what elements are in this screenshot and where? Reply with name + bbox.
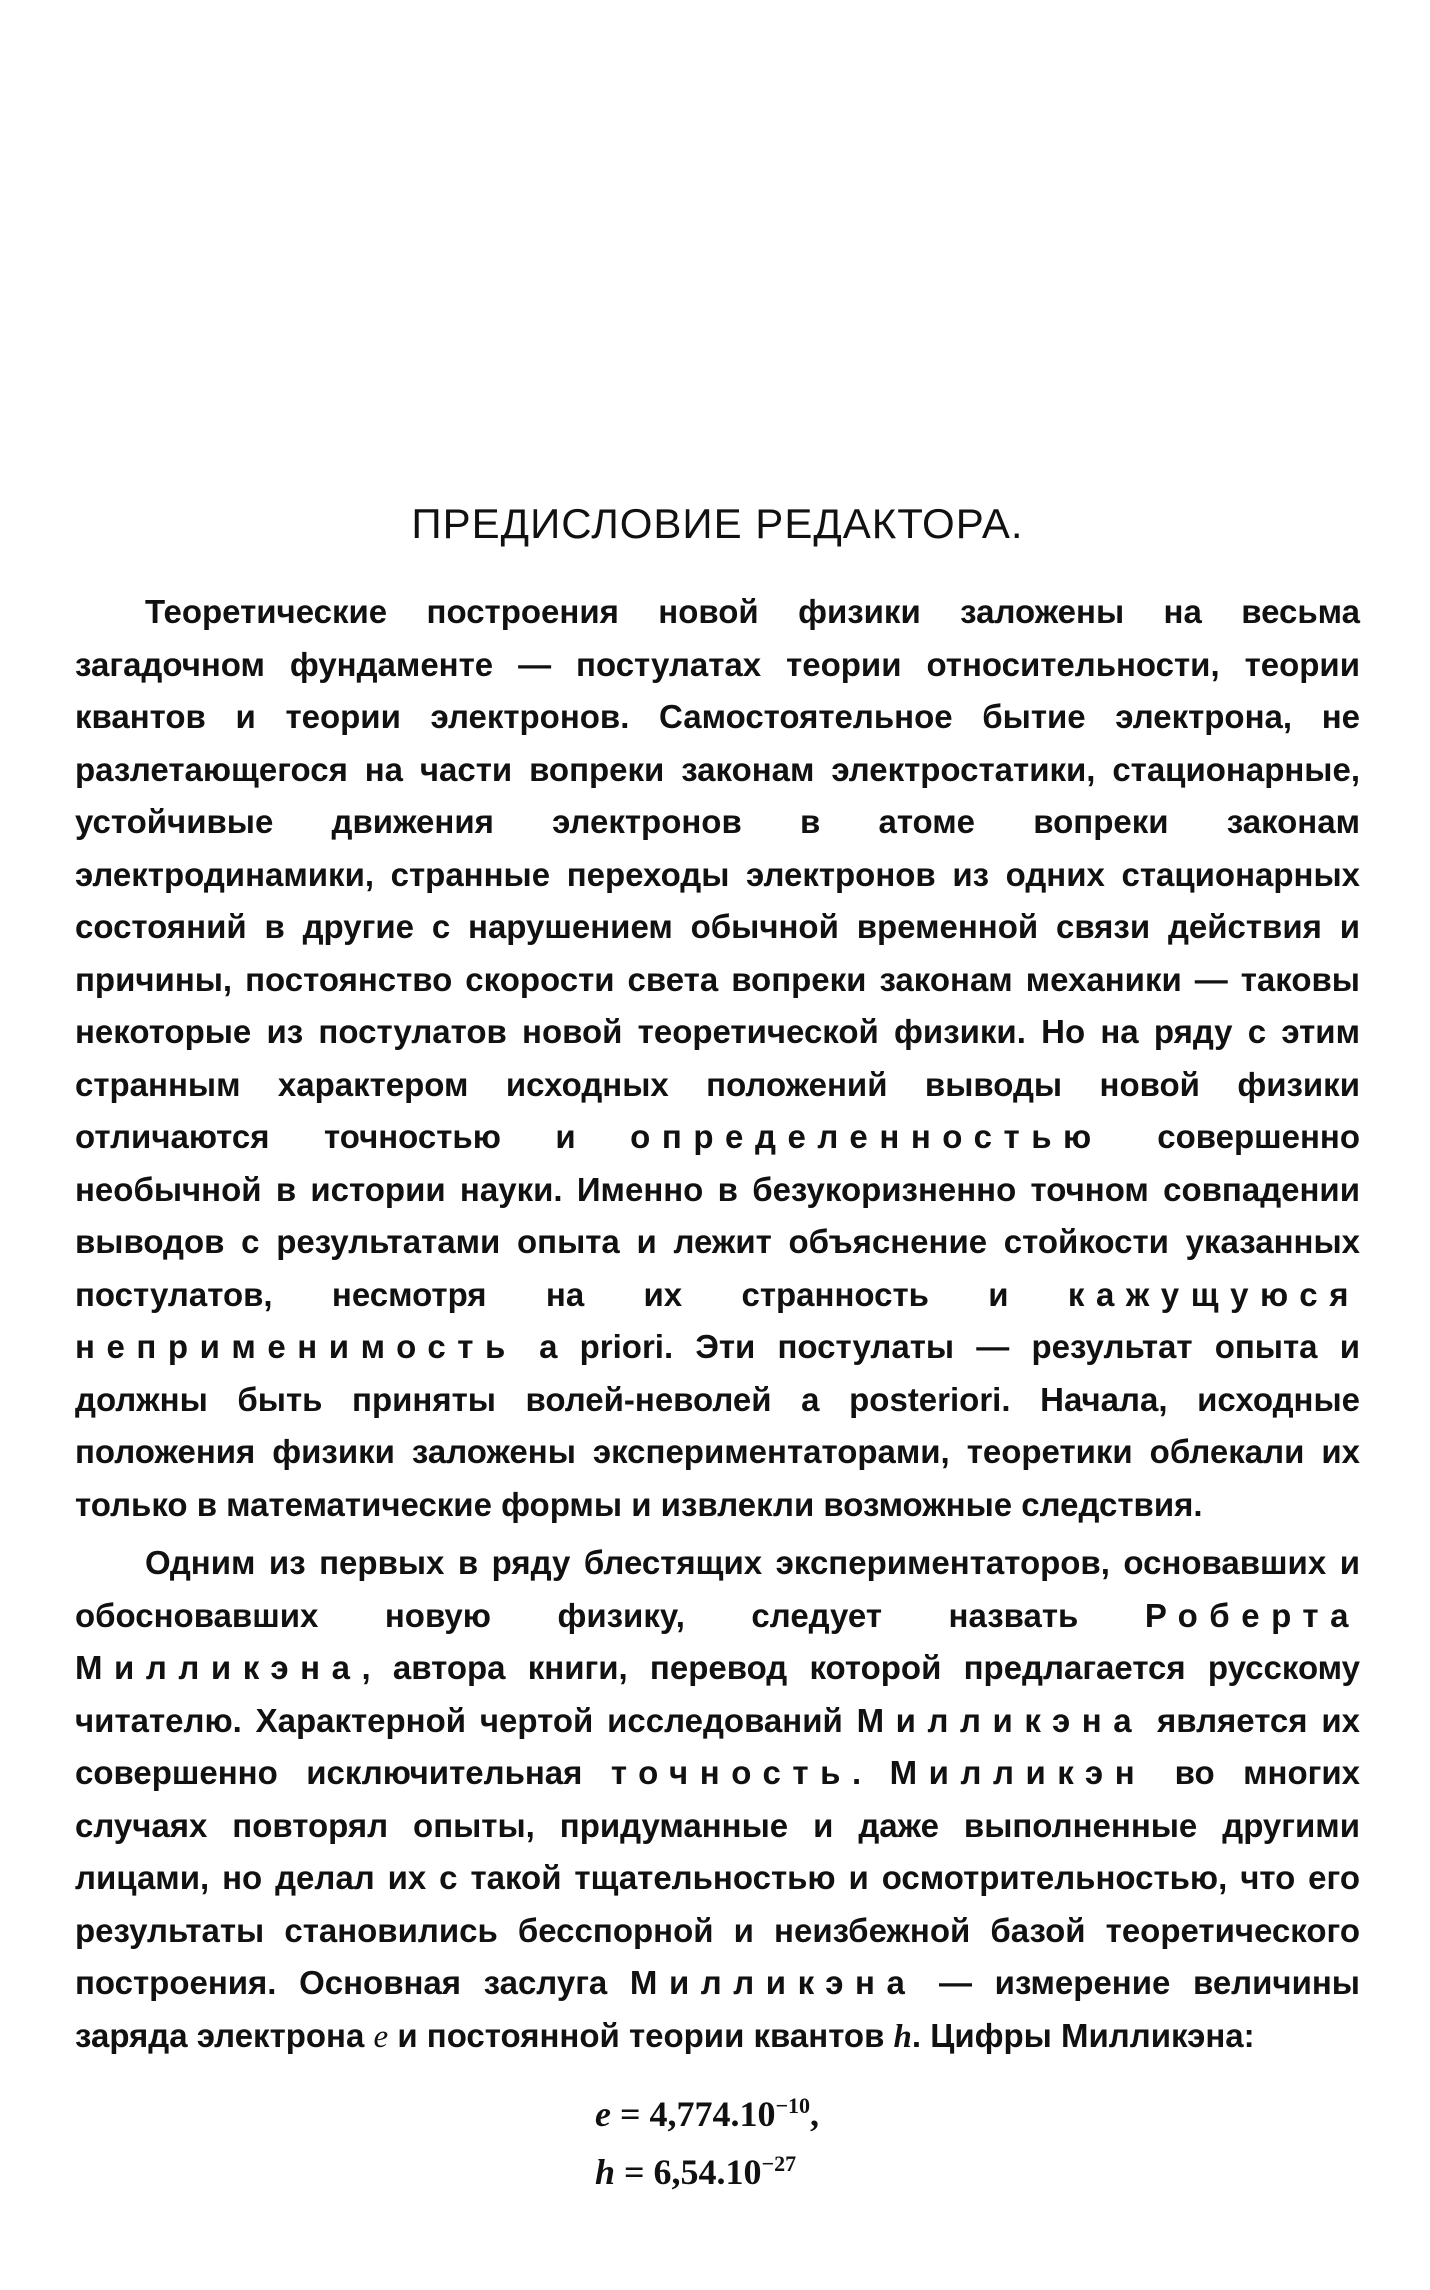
spaced-emphasis: Милликэна (856, 1701, 1144, 1739)
formula-var: h (595, 2152, 616, 2192)
formula-var: e (595, 2094, 611, 2134)
formula-line-h (595, 2139, 1360, 2197)
text-run: — измерение величины заряда электрона (75, 1964, 1360, 2054)
text-run: . Цифры Милликэна: (911, 2016, 1255, 2054)
text-run: a priori. Эти постулаты — результат опыта и должны быть приняты волей-неволей a posteriori. Начала, исходные положения физики заложены экспериментаторами, теоретики облекали их только в математические формы и извлекли возможные следствия. (75, 1328, 1360, 1523)
formula-exponent: −10 (775, 2093, 811, 2118)
spaced-emphasis: Роберта Милликэна (75, 1596, 1360, 1686)
formula-value: = 6,54.10 (615, 2152, 762, 2192)
text-run: во многих случаях повторял опыты, придуманные и даже выполненные другими лицами, но делал их с такой тщательностью и осмотрительностью, что его результаты становились бесспорной и неизбежной базой теоретического построения. Основная заслуга (75, 1754, 1360, 2001)
text-run: . (851, 1754, 890, 1791)
formula-value: = 4,774.10 (610, 2094, 776, 2134)
page-title: ПРЕДИСЛОВИЕ РЕДАКТОРА. (411, 500, 1024, 547)
paragraph-1 (75, 586, 1360, 1531)
paragraph-2 (75, 1537, 1360, 2063)
text-run: Одним из первых в ряду блестящих экспериментаторов, основавших и обосновавших новую физику, следует назвать (75, 1544, 1360, 1634)
document-page (75, 500, 1360, 2197)
text-run: и постоянной теории квантов (388, 2016, 894, 2054)
spaced-emphasis: кажущуюся неприменимость (75, 1275, 1360, 1365)
formula-exponent: −27 (761, 2151, 797, 2176)
spaced-emphasis: определенностью (630, 1118, 1103, 1155)
text-run: Теоретические построения новой физики заложены на весьма загадочном фундаменте — постулатах теории относительности, теории квантов и теории электронов. Самостоятельное бытие электрона, не разлетающегося на части вопреки законам электростатики, стационарные, устойчивые движения электронов в атоме вопреки законам электродинамики, странные переходы электронов из одних стационарных состояний в другие с нарушением обычной временной связи действия и причины, постоянство скорости света вопреки законам механики — таковы некоторые из постулатов новой теоретической физики. Но на ряду с этим странным характером исходных положений выводы новой физики отличаются точностью и (75, 593, 1360, 1155)
variable-h: h (893, 2018, 912, 2055)
text-run: является их совершенно исключительная (75, 1701, 1360, 1791)
text-run: , автора книги, перевод которой предлагается русскому читателю. Характерной чертой исследований (75, 1649, 1360, 1739)
formula-punct: , (810, 2094, 820, 2134)
variable-e: e (373, 2018, 389, 2055)
formula-block (595, 2081, 1360, 2197)
formula-line-e (595, 2081, 1360, 2139)
body-text (75, 586, 1360, 2063)
spaced-emphasis: точность (610, 1754, 852, 1791)
text-run: совершенно необычной в истории науки. Именно в безукоризненно точном совпадении выводов с результатами опыта и лежит объяснение стойкости указанных постулатов, несмотря на их странность и (75, 1118, 1361, 1313)
spaced-emphasis: Милликэна (629, 1964, 917, 2001)
spaced-emphasis: Милликэн (889, 1754, 1147, 1791)
